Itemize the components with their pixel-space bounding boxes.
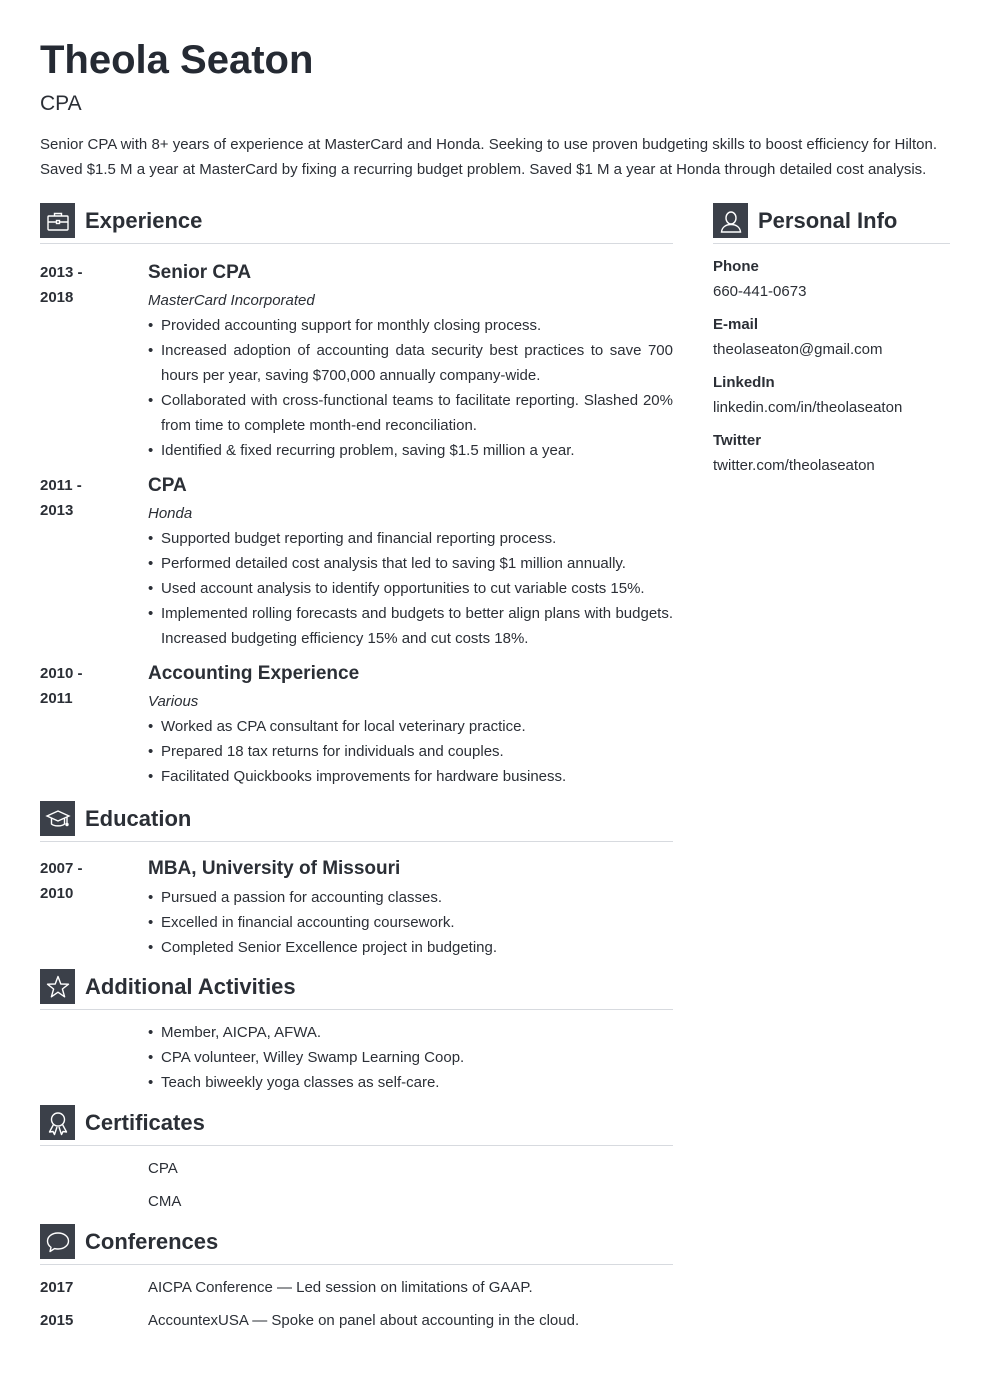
experience-entry [40, 473, 673, 651]
education-section [40, 801, 673, 960]
certificate-item: CPA [148, 1160, 178, 1177]
entry-date: 2011 - 2013 [40, 477, 82, 519]
entry-bullets [148, 526, 673, 651]
certificates-title: Certificates [85, 1110, 205, 1135]
entry-date: 2013 - 2018 [40, 264, 83, 306]
briefcase-icon [40, 203, 75, 238]
conference-item [40, 1308, 673, 1341]
education-entry [40, 856, 673, 960]
personal-info-section [713, 203, 950, 486]
star-icon [40, 969, 75, 1004]
entry-date: 2010 - 2011 [40, 665, 83, 707]
bullet-item: • Performed detailed cost analysis that led to saving $1 million annually. [148, 551, 673, 576]
bullet-item: • Member, AICPA, AFWA. [148, 1020, 673, 1045]
entry-title: CPA [148, 475, 187, 496]
activities-section [40, 969, 673, 1095]
education-title: Education [85, 806, 192, 831]
entry-title: Accounting Experience [148, 663, 360, 684]
person-icon [713, 203, 748, 238]
entry-title: Senior CPA [148, 262, 252, 283]
phone-value[interactable]: 660-441-0673 [713, 283, 807, 300]
bullet-item: • Worked as CPA consultant for local veterinary practice. [148, 714, 673, 739]
bullet-item: • Identified & fixed recurring problem, saving $1.5 million a year. [148, 438, 673, 463]
conferences-header [40, 1224, 673, 1265]
bullet-item: • Used account analysis to identify opportunities to cut variable costs 15%. [148, 576, 673, 601]
bullet-item: • Implemented rolling forecasts and budgets to better align plans with budgets. Increased budgeting efficiency 15% and cut costs 18%. [148, 601, 673, 651]
experience-entry [40, 260, 673, 463]
bullet-item: • Teach biweekly yoga classes as self-care. [148, 1070, 673, 1095]
education-header [40, 801, 673, 842]
bullet-item: • Pursued a passion for accounting classes. [148, 885, 673, 910]
linkedin-value[interactable]: linkedin.com/in/theolaseaton [713, 399, 903, 416]
bullet-item: • CPA volunteer, Willey Swamp Learning Coop. [148, 1045, 673, 1070]
conferences-section [40, 1224, 673, 1341]
experience-entry [40, 661, 673, 789]
entry-organization: MasterCard Incorporated [148, 292, 315, 309]
experience-header [40, 203, 673, 244]
resume-summary: Senior CPA with 8+ years of experience at MasterCard and Honda. Seeking to use proven budgeting skills to boost efficiency for Hilton. Saved $1.5 M a year at MasterCard by fixing a recurring budget problem. Saved $1 M a year at Honda through detailed cost analysis. [40, 136, 938, 178]
entry-bullets [148, 714, 673, 789]
certificates-section [40, 1105, 673, 1214]
bullet-item: • Collaborated with cross-functional teams to facilitate reporting. Slashed 20% from time to complete month-end reconciliation. [148, 388, 673, 438]
speech-bubble-icon [40, 1224, 75, 1259]
bullet-item: • Supported budget reporting and financial reporting process. [148, 526, 673, 551]
entry-bullets [148, 313, 673, 463]
bullet-item: • Prepared 18 tax returns for individuals and couples. [148, 739, 673, 764]
conference-description: AccountexUSA — Spoke on panel about accounting in the cloud. [148, 1312, 580, 1329]
activities-title: Additional Activities [85, 974, 296, 999]
entry-date: 2007 - 2010 [40, 860, 83, 902]
email-value[interactable]: theolaseaton@gmail.com [713, 341, 883, 358]
personal-info-title: Personal Info [758, 208, 898, 233]
conference-year: 2017 [40, 1279, 74, 1296]
graduation-cap-icon [40, 801, 75, 836]
experience-title: Experience [85, 208, 203, 233]
experience-section [40, 203, 673, 789]
linkedin-label: LinkedIn [713, 374, 775, 391]
bullet-item: • Facilitated Quickbooks improvements for hardware business. [148, 764, 673, 789]
activities-bullets [148, 1020, 673, 1095]
bullet-item: • Provided accounting support for monthly closing process. [148, 313, 673, 338]
entry-organization: Various [148, 693, 199, 710]
conference-description: AICPA Conference — Led session on limitations of GAAP. [148, 1279, 533, 1296]
email-label: E-mail [713, 316, 759, 333]
bullet-item: • Excelled in financial accounting coursework. [148, 910, 673, 935]
phone-label: Phone [713, 258, 759, 275]
resume-name: Theola Seaton [40, 38, 314, 82]
conference-year: 2015 [40, 1312, 74, 1329]
certificates-header [40, 1105, 673, 1146]
personal-info-header [713, 203, 950, 244]
conferences-title: Conferences [85, 1229, 219, 1254]
bullet-item: • Completed Senior Excellence project in budgeting. [148, 935, 673, 960]
twitter-value[interactable]: twitter.com/theolaseaton [713, 457, 875, 474]
twitter-label: Twitter [713, 432, 762, 449]
certificate-item: CMA [148, 1193, 182, 1210]
entry-bullets [148, 885, 673, 960]
entry-organization: Honda [148, 505, 193, 522]
entry-title: MBA, University of Missouri [148, 858, 401, 879]
award-ribbon-icon [40, 1105, 75, 1140]
conference-item [40, 1275, 673, 1308]
bullet-item: • Increased adoption of accounting data security best practices to save 700 hours per year, saving $700,000 annually company-wide. [148, 338, 673, 388]
activities-header [40, 969, 673, 1010]
resume-role: CPA [40, 92, 82, 115]
